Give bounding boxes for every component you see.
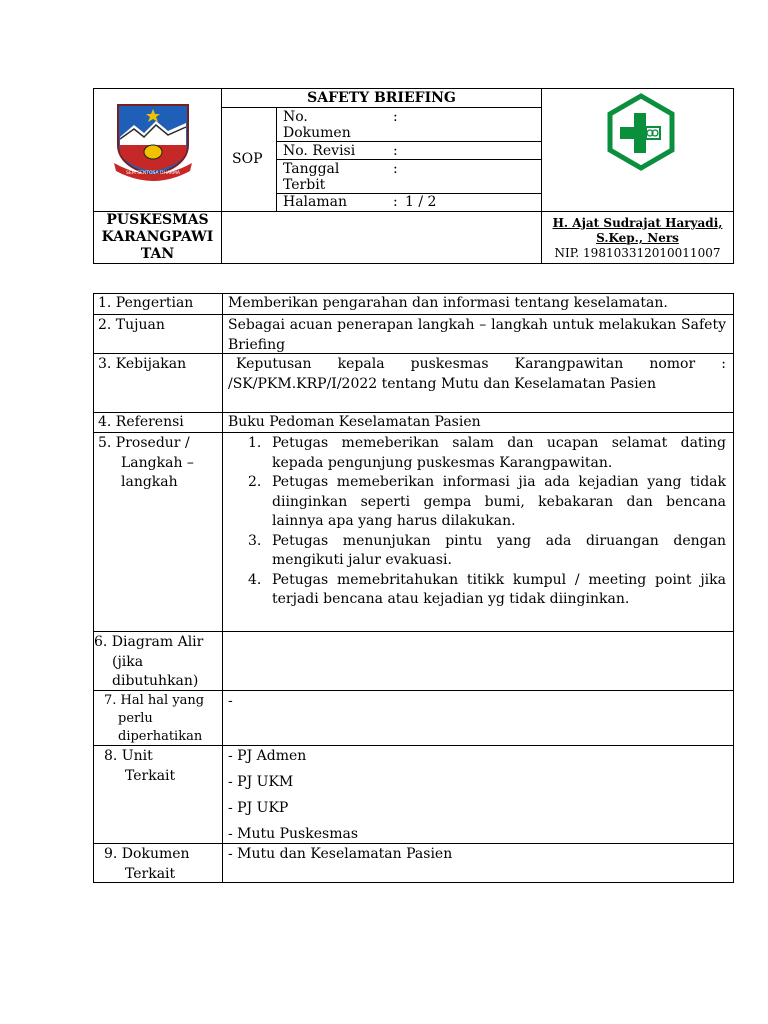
row-content: Keputusan kepala puskesmas Karangpawitan nomor : /SK/PKM.KRP/I/2022 tentang Mutu dan Keselamatan Pasien	[228, 356, 726, 392]
document-fields	[276, 108, 541, 211]
signer-nip: NIP. 198103312010011007	[554, 246, 721, 260]
row-label-line1: 9. Dokumen	[104, 846, 190, 862]
table-row-dokumen-terkait	[94, 843, 733, 882]
row-label-line3: langkah	[121, 474, 178, 490]
row-label-line1: 7. Hal hal yang	[104, 693, 205, 708]
org-name-cell	[94, 212, 221, 264]
field-label-line2: Dokumen	[283, 125, 351, 141]
title-cell	[222, 89, 541, 108]
row-label-line1: 6. Diagram Alir	[94, 634, 204, 650]
step-number: 4.	[248, 571, 262, 588]
row-label	[104, 747, 175, 786]
row-label-line2: Langkah –	[121, 454, 194, 471]
org-name-line3: TAN	[140, 246, 175, 262]
field-no-revisi	[277, 142, 542, 160]
header-middle	[221, 89, 541, 211]
sop-label: SOP	[232, 151, 263, 167]
row-label	[98, 434, 194, 493]
row-label-line1: 5. Prosedur /	[98, 435, 190, 451]
field-colon: :	[393, 143, 398, 159]
row-label	[94, 633, 203, 692]
list-item	[228, 434, 726, 473]
procedure-steps	[228, 434, 726, 610]
row-label-line3: dibutuhkan)	[112, 673, 199, 689]
field-halaman	[277, 194, 542, 211]
org-name-line1: PUSKESMAS	[106, 212, 209, 228]
row-label	[104, 845, 190, 884]
left-logo-cell	[94, 89, 221, 211]
row-content: Sebagai acuan penerapan langkah – langkah untuk melakukan Safety Briefing	[228, 317, 726, 353]
table-row-pengertian	[94, 294, 733, 314]
header-bottom-row	[94, 211, 733, 263]
step-text: Petugas memeberikan informasi jia ada kejadian yang tidak diinginkan seperti gempa bumi, kebakaran dan bencana lainnya apa yang harus dilakukan.	[272, 474, 726, 529]
row-label: 4. Referensi	[98, 414, 184, 430]
sop-content-table	[93, 293, 734, 883]
row-label-line3: diperhatikan	[118, 729, 203, 744]
table-row-diagram-alir	[94, 631, 733, 690]
signer-title: S.Kep., Ners	[596, 231, 679, 245]
step-number: 3.	[248, 532, 262, 549]
steps-list	[228, 434, 726, 610]
list-item	[228, 473, 726, 532]
field-value-halaman: 1 / 2	[405, 194, 437, 210]
row-label	[104, 692, 204, 746]
regency-emblem-icon	[112, 101, 194, 181]
puskesmas-logo-icon	[606, 93, 676, 171]
sop-header	[93, 88, 734, 264]
field-label: Tanggal	[283, 161, 340, 177]
list-item: - PJ UKP	[228, 800, 289, 816]
table-row-referensi	[94, 412, 733, 432]
signer-name: H. Ajat Sudrajat Haryadi,	[552, 216, 723, 230]
row-label: 2. Tujuan	[98, 317, 165, 333]
field-label: No.	[283, 109, 308, 125]
list-item: - PJ Admen	[228, 748, 307, 764]
header-empty-cell	[221, 212, 541, 264]
org-name-line2: KARANGPAWI	[101, 229, 214, 245]
step-text: Petugas memeberikan salam dan ucapan selamat dating kepada pengunjung puskesmas Karangpawitan.	[272, 435, 726, 471]
field-colon: :	[393, 109, 398, 125]
row-label-line2: (jika	[112, 653, 144, 670]
right-logo-cell	[541, 89, 733, 211]
table-row-tujuan	[94, 314, 733, 353]
row-content: Buku Pedoman Keselamatan Pasien	[228, 414, 481, 430]
row-label-line1: 8. Unit	[104, 748, 153, 764]
document-title: SAFETY BRIEFING	[307, 90, 456, 106]
row-content: Memberikan pengarahan dan informasi tentang keselamatan.	[228, 295, 668, 311]
table-row-unit-terkait	[94, 745, 733, 843]
step-number: 2.	[248, 474, 262, 490]
unit-list	[228, 743, 726, 847]
field-colon: :	[393, 194, 398, 210]
list-item	[228, 571, 726, 610]
row-label-line2: Terkait	[125, 767, 176, 784]
row-label: 3. Kebijakan	[98, 356, 187, 372]
header-top-row	[94, 89, 733, 211]
row-label-line2: Terkait	[125, 865, 176, 882]
row-label-line2: perlu	[118, 711, 153, 726]
field-no-dokumen	[277, 108, 542, 142]
table-row-kebijakan	[94, 353, 733, 412]
step-text: Petugas memebritahukan titikk kumpul / meeting point jika terjadi bencana atau kejadian yg tidak diinginkan.	[272, 571, 726, 607]
emblem-banner-text: SEPI SENTOSA DHARMA	[126, 171, 180, 176]
field-label-line2: Terbit	[283, 177, 326, 193]
list-item: - Mutu Puskesmas	[228, 826, 359, 842]
step-text: Petugas menunjukan pintu yang ada diruangan dengan mengikuti jalur evakuasi.	[272, 532, 726, 568]
field-colon: :	[393, 161, 398, 177]
field-label: No. Revisi	[283, 143, 356, 159]
row-label: 1. Pengertian	[98, 295, 194, 311]
row-content: - Mutu dan Keselamatan Pasien	[228, 846, 453, 862]
row-content: -	[228, 693, 233, 709]
signer-cell	[541, 212, 733, 264]
list-item	[228, 532, 726, 571]
field-tanggal-terbit	[277, 160, 542, 194]
field-label: Halaman	[283, 194, 348, 210]
list-item: - PJ UKM	[228, 774, 294, 790]
table-row-prosedur	[94, 432, 733, 631]
table-row-hal-perlu-diperhatikan	[94, 690, 733, 745]
step-number: 1.	[248, 435, 262, 451]
